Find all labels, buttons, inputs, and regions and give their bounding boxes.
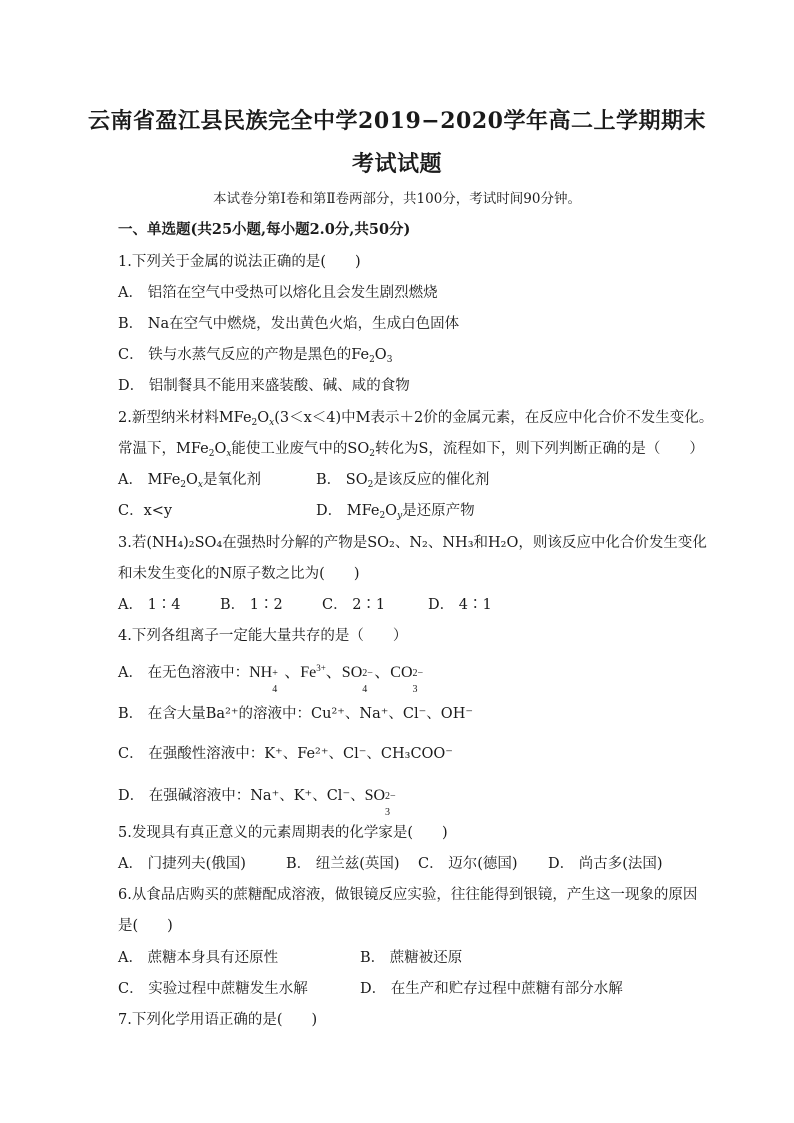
question-7-stem: 7.下列化学用语正确的是( ) [118, 1012, 318, 1028]
question-6-option-a: A． 蔗糖本身具有还原性 [118, 950, 279, 966]
question-2-option-c: C．x<y [118, 503, 173, 519]
question-4-option-c: C． 在强酸性溶液中：K⁺、Fe²⁺、Cl⁻、CH₃COO⁻ [118, 746, 453, 762]
question-2-option-d: D． $MFe_2O_y$是还原产物 [316, 503, 475, 521]
q1-c-text: C． 铁与水蒸气反应的产物是黑色的Fe [118, 347, 370, 363]
q2-s2-mid2: 能使工业废气中的SO [231, 441, 370, 457]
question-1-stem: 1.下列关于金属的说法正确的是( ) [118, 254, 361, 270]
question-3-option-d: D． 4∶1 [428, 597, 492, 613]
q2-d-post: 是还原产物 [402, 503, 475, 519]
question-1-option-a: A． 铝箔在空气中受热可以熔化且会发生剧烈燃烧 [118, 285, 438, 301]
question-4-option-a [118, 659, 424, 695]
q2-s1-post: (3＜x＜4)中M表示＋2价的金属元素，在反应中化合价不发生变化。 [274, 410, 714, 426]
q2-s2-post: 转化为S，流程如下，则下列判断正确的是（ ） [374, 441, 704, 457]
question-5-option-d: D． 尚古多(法国) [548, 856, 663, 872]
section-heading: 一、单选题(共25小题,每小题2.0分,共50分) [118, 221, 411, 238]
question-5-stem: 5.发现具有真正意义的元素周期表的化学家是( ) [118, 825, 448, 841]
q4-a-pre: A． 在无色溶液中： [118, 665, 250, 681]
q2-s2-mid: O [214, 441, 227, 457]
question-3-stem-line2: 和未发生变化的N原子数之比为( ) [118, 566, 360, 582]
q2-b-pre: B． SO [316, 472, 368, 488]
q2-a-pre: A． MFe [118, 472, 181, 488]
question-6-option-c: C． 实验过程中蔗糖发生水解 [118, 981, 308, 997]
question-4-option-d [118, 784, 396, 818]
question-3-option-c: C． 2∶1 [322, 597, 386, 613]
question-1-option-d: D． 铝制餐具不能用来盛装酸、碱、咸的食物 [118, 378, 410, 394]
exam-intro: 本试卷分第Ⅰ卷和第Ⅱ卷两部分，共100分，考试时间90分钟。 [213, 191, 581, 207]
question-5-option-a: A． 门捷列夫(俄国) [118, 856, 246, 872]
question-6-option-d: D． 在生产和贮存过程中蔗糖有部分水解 [360, 981, 623, 997]
question-6-stem-line2: 是( ) [118, 918, 173, 934]
q2-b-post: 是该反应的催化剂 [373, 472, 490, 488]
question-2-stem-line2: 常温下，$MFe_2O_x$能使工业废气中的$SO_2$转化为S，流程如下，则下列判断正确的是（ ） [118, 441, 704, 459]
q4-d-ion: SO 2− 3 [364, 787, 396, 818]
question-5-option-b: B． 纽兰兹(英国) [286, 856, 400, 872]
q2-s1-mid: O [257, 410, 270, 426]
q4-a-ions: NH + 4 、$Fe^{3+}$、SO 2− 4 、CO 2− 3 [249, 663, 424, 695]
question-2-stem-line1: 2.新型纳米材料$MFe_2O_x(3<x<4)$中M表示＋2价的金属元素，在反应中化合价不发生变化。 [118, 410, 714, 428]
q2-a-post: 是氧化剂 [202, 472, 261, 488]
q4-d-pre: D． 在强碱溶液中：Na⁺、K⁺、Cl⁻、 [118, 788, 365, 804]
question-4-option-b: B． 在含大量Ba²⁺的溶液中：Cu²⁺、Na⁺、Cl⁻、OH⁻ [118, 706, 473, 722]
question-1-option-b: B． Na在空气中燃烧，发出黄色火焰，生成白色固体 [118, 316, 460, 332]
q2-s1-pre: 2.新型纳米材料MFe [118, 410, 252, 426]
question-1-option-c: C． 铁与水蒸气反应的产物是黑色的$Fe_2O_3$ [118, 347, 393, 365]
question-3-stem-line1: 3.若(NH₄)₂SO₄在强热时分解的产物是SO₂、N₂、NH₃和H₂O，则该反应中化合价发生变化 [118, 535, 707, 551]
q2-d-pre: D． MFe [316, 503, 380, 519]
page-title-line2: 考试试题 [351, 151, 442, 177]
question-3-option-a: A． 1∶4 [118, 597, 181, 613]
question-5-option-c: C． 迈尔(德国) [418, 856, 518, 872]
page-title-line1: 云南省盈江县民族完全中学2019−2020学年高二上学期期末 [88, 108, 706, 134]
question-2-option-a: A． $MFe_2O_x$是氧化剂 [118, 472, 261, 490]
question-6-stem-line1: 6.从食品店购买的蔗糖配成溶液，做银镜反应实验，往往能得到银镜，产生这一现象的原因 [118, 887, 698, 903]
question-3-option-b: B． 1∶2 [220, 597, 283, 613]
question-6-option-b: B． 蔗糖被还原 [360, 950, 463, 966]
question-2-option-b: B． $SO_2$是该反应的催化剂 [316, 472, 490, 490]
q2-s2-pre: 常温下，MFe [118, 441, 209, 457]
question-4-stem: 4.下列各组离子一定能大量共存的是（ ） [118, 628, 408, 644]
